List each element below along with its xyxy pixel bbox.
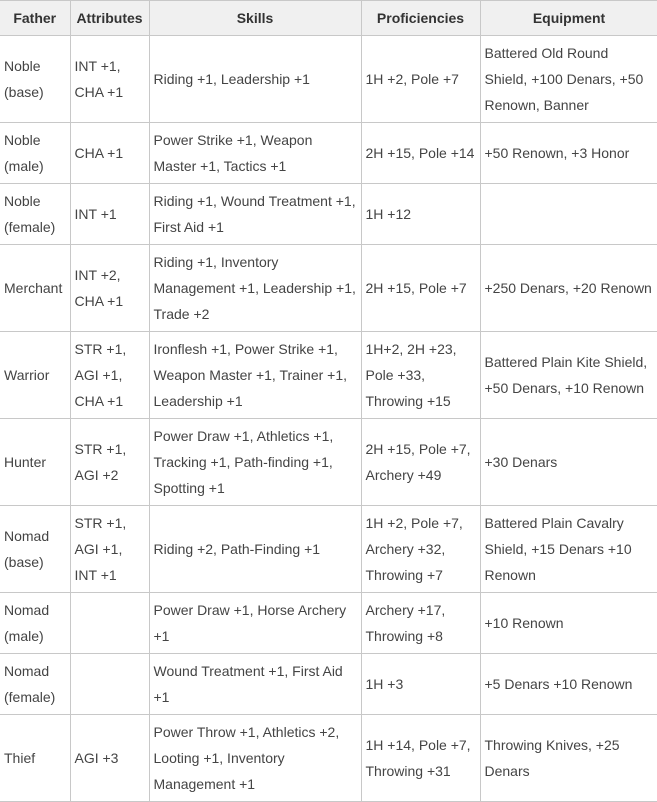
cell-father: Hunter (0, 419, 70, 506)
cell-father: Merchant (0, 245, 70, 332)
cell-skills: Power Draw +1, Athletics +1, Tracking +1, Path-finding +1, Spotting +1 (149, 419, 361, 506)
cell-skills: Power Draw +1, Horse Archery +1 (149, 593, 361, 654)
cell-equipment: +30 Denars (480, 419, 657, 506)
cell-father: Thief (0, 715, 70, 802)
cell-proficiencies: 1H +12 (361, 184, 480, 245)
cell-equipment: Battered Plain Cavalry Shield, +15 Denars +10 Renown (480, 506, 657, 593)
column-header-proficiencies: Proficiencies (361, 1, 480, 36)
cell-attributes (70, 593, 149, 654)
cell-attributes: STR +1, AGI +2 (70, 419, 149, 506)
cell-equipment: Throwing Knives, +25 Denars (480, 715, 657, 802)
cell-equipment: Battered Plain Kite Shield, +50 Denars, +10 Renown (480, 332, 657, 419)
cell-equipment: +250 Denars, +20 Renown (480, 245, 657, 332)
column-header-skills: Skills (149, 1, 361, 36)
cell-equipment: +50 Renown, +3 Honor (480, 123, 657, 184)
column-header-father: Father (0, 1, 70, 36)
cell-proficiencies: 1H +3 (361, 654, 480, 715)
cell-attributes: AGI +3 (70, 715, 149, 802)
cell-skills: Power Strike +1, Weapon Master +1, Tactics +1 (149, 123, 361, 184)
cell-skills: Ironflesh +1, Power Strike +1, Weapon Master +1, Trainer +1, Leadership +1 (149, 332, 361, 419)
cell-attributes: STR +1, AGI +1, CHA +1 (70, 332, 149, 419)
cell-skills: Riding +1, Inventory Management +1, Leadership +1, Trade +2 (149, 245, 361, 332)
cell-attributes: CHA +1 (70, 123, 149, 184)
table-row (0, 123, 657, 184)
cell-attributes: INT +2, CHA +1 (70, 245, 149, 332)
cell-proficiencies: 2H +15, Pole +7 (361, 245, 480, 332)
cell-father: Warrior (0, 332, 70, 419)
cell-equipment (480, 184, 657, 245)
cell-skills: Riding +2, Path-Finding +1 (149, 506, 361, 593)
cell-proficiencies: 1H +2, Pole +7 (361, 36, 480, 123)
cell-attributes (70, 654, 149, 715)
header-row (0, 1, 657, 36)
table-row (0, 715, 657, 802)
cell-skills: Wound Treatment +1, First Aid +1 (149, 654, 361, 715)
cell-proficiencies: 1H +14, Pole +7, Throwing +31 (361, 715, 480, 802)
cell-attributes: INT +1, CHA +1 (70, 36, 149, 123)
cell-father: Nomad (male) (0, 593, 70, 654)
cell-father: Noble (female) (0, 184, 70, 245)
cell-skills: Riding +1, Leadership +1 (149, 36, 361, 123)
table-row (0, 654, 657, 715)
column-header-equipment: Equipment (480, 1, 657, 36)
column-header-attributes: Attributes (70, 1, 149, 36)
cell-father: Noble (male) (0, 123, 70, 184)
cell-proficiencies: 2H +15, Pole +14 (361, 123, 480, 184)
table-row (0, 245, 657, 332)
table-row (0, 593, 657, 654)
cell-father: Nomad (female) (0, 654, 70, 715)
cell-proficiencies: 1H+2, 2H +23, Pole +33, Throwing +15 (361, 332, 480, 419)
table-row (0, 36, 657, 123)
cell-skills: Power Throw +1, Athletics +2, Looting +1, Inventory Management +1 (149, 715, 361, 802)
table-row (0, 419, 657, 506)
cell-attributes: STR +1, AGI +1, INT +1 (70, 506, 149, 593)
cell-equipment: Battered Old Round Shield, +100 Denars, +50 Renown, Banner (480, 36, 657, 123)
cell-father: Nomad (base) (0, 506, 70, 593)
cell-proficiencies: 1H +2, Pole +7, Archery +32, Throwing +7 (361, 506, 480, 593)
cell-skills: Riding +1, Wound Treatment +1, First Aid +1 (149, 184, 361, 245)
cell-equipment: +5 Denars +10 Renown (480, 654, 657, 715)
table-row (0, 184, 657, 245)
table-row (0, 506, 657, 593)
cell-equipment: +10 Renown (480, 593, 657, 654)
cell-attributes: INT +1 (70, 184, 149, 245)
cell-father: Noble (base) (0, 36, 70, 123)
cell-proficiencies: 2H +15, Pole +7, Archery +49 (361, 419, 480, 506)
cell-proficiencies: Archery +17, Throwing +8 (361, 593, 480, 654)
table-row (0, 332, 657, 419)
